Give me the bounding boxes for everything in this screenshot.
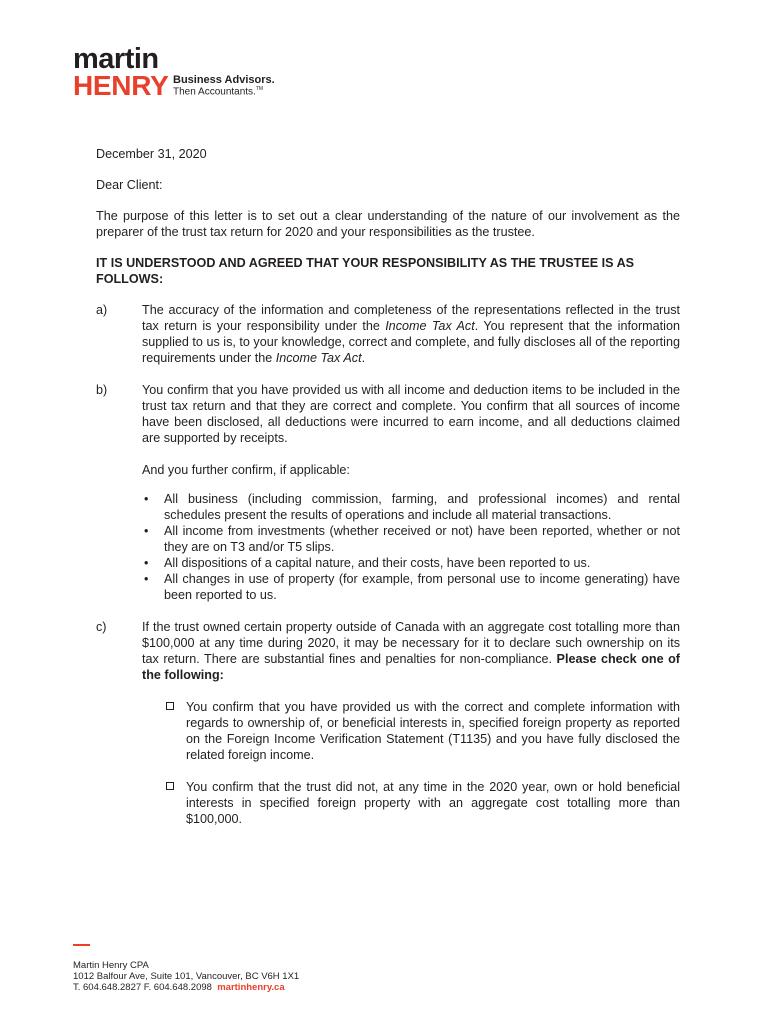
logo-name-bottom: HENRY (73, 70, 169, 101)
letter-body (96, 146, 680, 843)
website-link[interactable]: martinhenry.ca (217, 982, 285, 993)
option-reported-text: You confirm that you have provided us with the correct and complete information with regards to ownership of, or beneficial interests in, specified foreign property as reported on the Foreign Income Verification Statement (T1135) and you have fully disclosed the related foreign income. (186, 700, 680, 762)
list-item: • All dispositions of a capital nature, and their costs, have been reported to us. (144, 556, 591, 570)
item-b-label: b) (96, 383, 108, 397)
logo-tagline-2: Then Accountants.™ (173, 86, 264, 98)
footer-address: 1012 Balfour Ave, Suite 101, Vancouver, BC V6H 1X1 (73, 971, 300, 982)
bullet-icon: • (144, 524, 149, 538)
option-no-foreign-property (164, 779, 680, 827)
option-none-checkbox[interactable] (166, 782, 174, 790)
footer-contact (73, 982, 299, 993)
letter-date: December 31, 2020 (96, 147, 207, 161)
item-b-subheading: And you further confirm, if applicable: (142, 463, 350, 477)
list-item: • All income from investments (whether received or not) have been reported, whether or not they are on T3 and/or T5 slips. (144, 524, 680, 554)
logo-tagline-1: Business Advisors. (173, 74, 275, 86)
footer-phones: T. 604.648.2827 F. 604.648.2098 (73, 982, 212, 993)
item-a (96, 302, 680, 366)
option-reported-t1135 (164, 699, 680, 763)
bullet-icon: • (144, 492, 149, 506)
trademark-mark: TM (255, 86, 264, 92)
foreign-property-options (142, 699, 680, 827)
option-reported-checkbox[interactable] (166, 702, 174, 710)
salutation: Dear Client: (96, 178, 163, 192)
item-c-label: c) (96, 620, 107, 634)
item-b (96, 382, 680, 603)
item-c-instruction: Please check one of the following: (142, 652, 680, 682)
responsibility-heading: IT IS UNDERSTOOD AND AGREED THAT YOUR RESPONSIBILITY AS THE TRUSTEE IS AS FOLLOWS: (96, 256, 635, 286)
item-b-text: You confirm that you have provided us with all income and deduction items to be included in the trust tax return and that they are correct and complete. You confirm that all sources of income have been disclosed, all deductions were incurred to earn income, and all deductions claimed are supported by receipts. (142, 383, 680, 445)
item-a-label: a) (96, 303, 108, 317)
item-a-text-1: The accuracy of the information and completeness of the representations reflected in the trust tax return is your responsibility under the (142, 303, 680, 333)
confirmation-list (142, 491, 680, 603)
footer-company: Martin Henry CPA (73, 960, 149, 971)
logo-name-top: martin (73, 43, 159, 75)
list-item: • All changes in use of property (for example, from personal use to income generating) have been reported to us. (144, 572, 680, 602)
option-none-text: You confirm that the trust did not, at any time in the 2020 year, own or hold beneficial interests in specified foreign property with an aggregate cost totalling more than $100,000. (186, 780, 680, 826)
item-a-act-2: Income Tax Act (275, 351, 362, 365)
item-c-text: If the trust owned certain property outside of Canada with an aggregate cost totalling more than $100,000 at any time during 2020, it may be necessary for it to declare such ownership on its tax return. There are substantial fines and penalties for non-compliance. (142, 620, 680, 666)
intro-paragraph: The purpose of this letter is to set out a clear understanding of the nature of our involvement as the preparer of the trust tax return for 2020 and your responsibilities as the trustee. (96, 209, 680, 239)
item-a-text-2: . You represent that the information supplied to us is, to your knowledge, correct and complete, and fully discloses all of the reporting requirements under the (142, 319, 680, 365)
list-item: • All business (including commission, farming, and professional incomes) and rental schedules present the results of operations and include all material transactions. (144, 492, 680, 522)
item-a-text-3: . (361, 351, 366, 365)
bullet-icon: • (144, 572, 149, 586)
item-c (96, 619, 680, 827)
item-a-act-1: Income Tax Act (385, 319, 475, 333)
bullet-icon: • (144, 556, 149, 570)
letterhead-footer (73, 944, 299, 993)
footer-accent-rule (73, 944, 90, 946)
